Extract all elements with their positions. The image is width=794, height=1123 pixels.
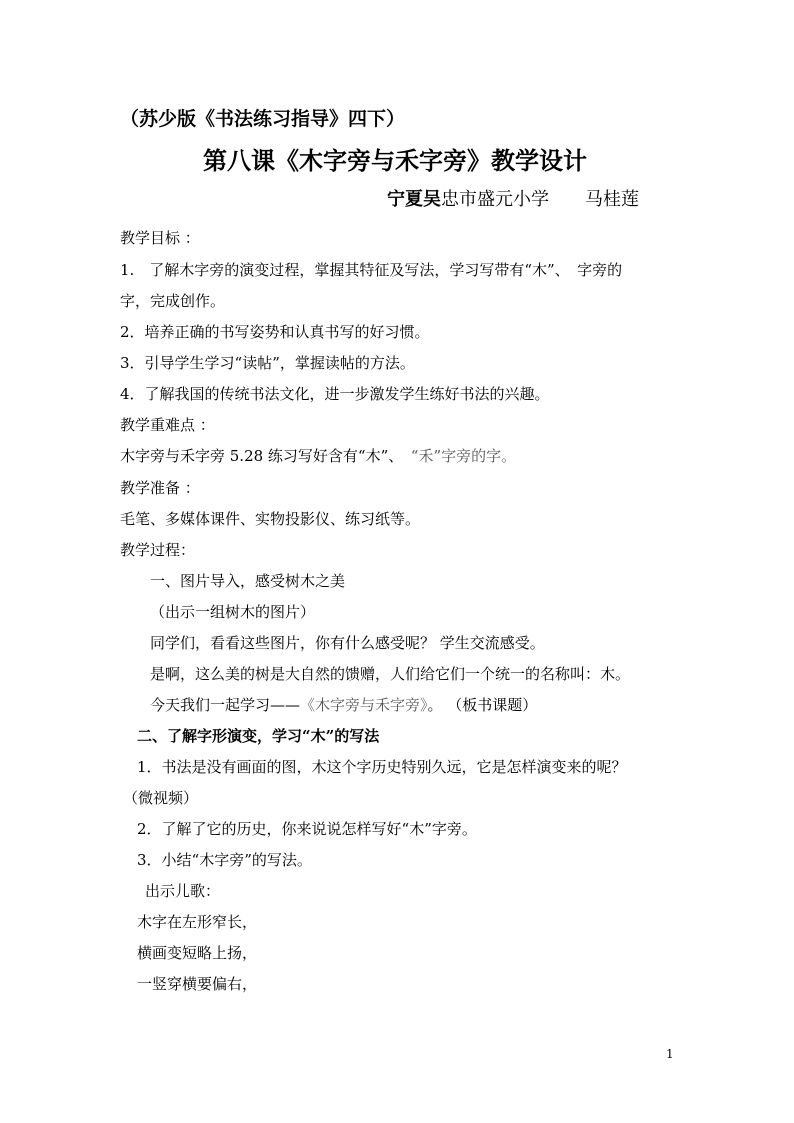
goal-item-2: 2．培养正确的书写姿势和认真书写的好习惯。 xyxy=(120,323,430,341)
section-1-title: 一、图片导入，感受树木之美 xyxy=(150,572,346,590)
section-1-line-2: 同学们，看看这些图片，你有什么感受呢？ 学生交流感受。 xyxy=(150,634,545,652)
section-1-line-1: （出示一组树木的图片） xyxy=(150,603,316,621)
section-2-line-5: 出示儿歌： xyxy=(145,882,221,900)
preparation-text: 毛笔、多媒体课件、实物投影仪、练习纸等。 xyxy=(120,510,421,528)
difficulties-heading: 教学重难点 ： xyxy=(120,416,215,434)
section-1-line-4-start: 今天我们一起学习—— xyxy=(150,696,301,714)
lesson-title-ref: 《木字旁与禾字旁》 xyxy=(300,696,428,714)
poem-line-3: 一竖穿横要偏右， xyxy=(137,975,258,993)
author-name: 马桂莲 xyxy=(585,189,639,210)
difficulties-text-tail: “禾”字旁的字。 xyxy=(410,447,517,465)
poem-line-1: 木字在左形窄长， xyxy=(137,913,258,931)
document-subtitle: （苏少版《书法练习指导》四下） xyxy=(120,108,406,130)
goal-item-4: 4．了解我国的传统书法文化，进一步激发学生练好书法的兴趣。 xyxy=(120,385,550,403)
preparation-heading: 教学准备 ： xyxy=(120,479,200,497)
goal-item-1: 1. 了解木字旁的演变过程，掌握其特征及写法，学习写带有“木”、 字旁的 xyxy=(120,261,623,279)
section-2-title: 二、了解字形演变，学习“木”的写法 xyxy=(137,727,380,745)
page-number: 1 xyxy=(666,1047,674,1061)
section-2-line-2: （微视频） xyxy=(123,789,199,807)
author-school-prefix: 宁夏吴 xyxy=(387,189,441,210)
section-2-line-4: 3．小结“木字旁”的写法。 xyxy=(137,851,312,869)
document-title: 第八课《木字旁与禾字旁》教学设计 xyxy=(203,147,587,175)
section-1-line-3: 是啊，这么美的树是大自然的馈赠，人们给它们一个统一的名称叫：木。 xyxy=(150,665,631,683)
author-school: 忠市盛元小学 xyxy=(441,189,549,210)
goals-heading: 教学目标 ： xyxy=(120,229,200,247)
goal-item-1-cont: 字，完成创作。 xyxy=(120,292,226,310)
difficulties-text-main: 木字旁与禾字旁 5.28 练习写好含有“木”、 xyxy=(120,447,411,465)
difficulties-text xyxy=(120,446,516,466)
poem-line-2: 横画变短略上扬， xyxy=(137,944,258,962)
process-heading: 教学过程： xyxy=(120,541,196,559)
section-2-line-3: 2．了解了它的历史，你来说说怎样写好“木”字旁。 xyxy=(137,820,477,838)
section-1-line-4-end: 。 （板书课题） xyxy=(427,696,538,714)
section-1-line-4 xyxy=(150,695,537,715)
section-2-line-1: 1．书法是没有画面的图，木这个字历史特别久远，它是怎样演变来的呢？ xyxy=(137,758,627,776)
author-line xyxy=(387,188,639,212)
goal-item-3: 3．引导学生学习“读帖”，掌握读帖的方法。 xyxy=(120,354,415,372)
